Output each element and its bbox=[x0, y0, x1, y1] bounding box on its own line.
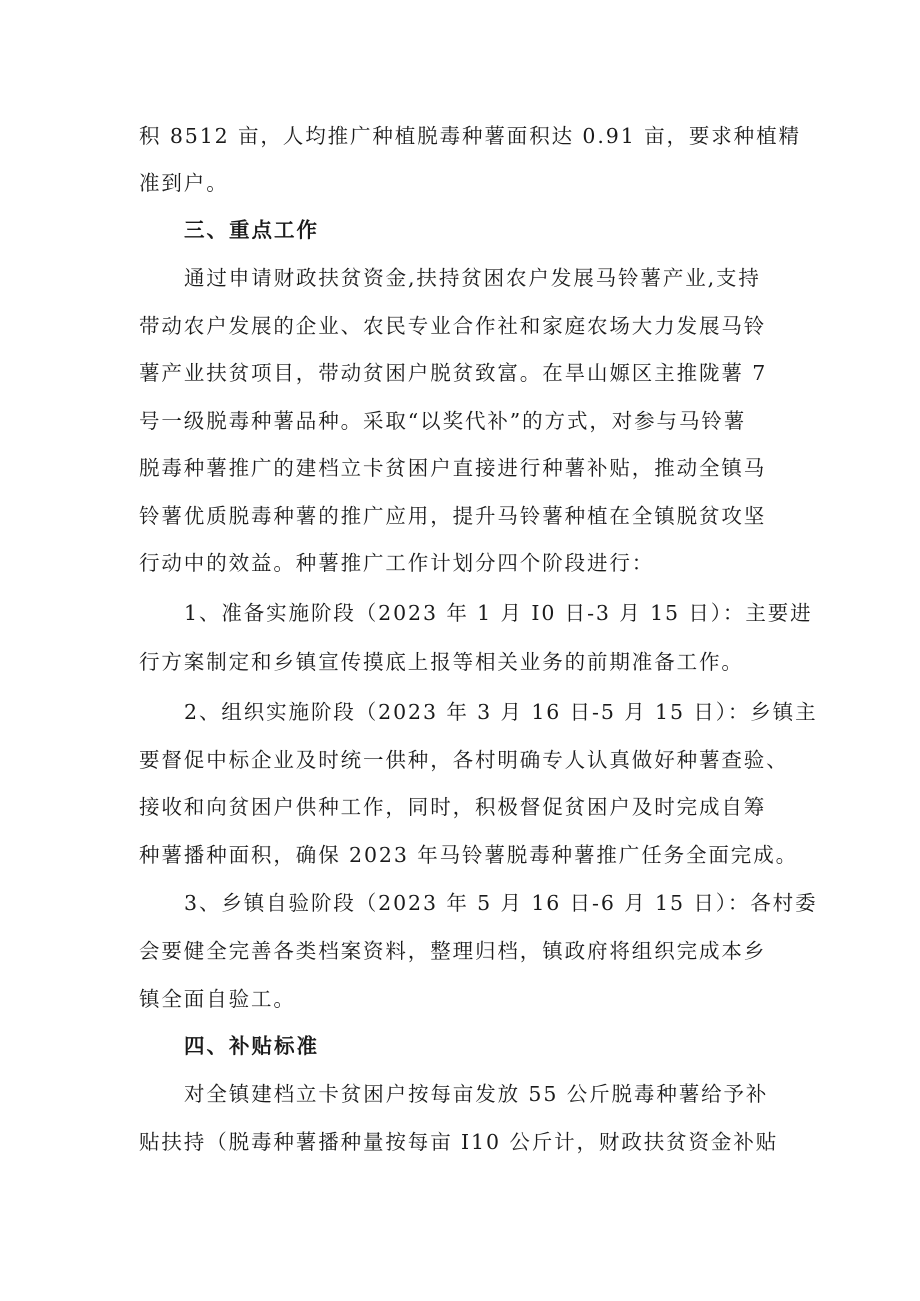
paragraph-line: 带动农户发展的企业、农民专业合作社和家庭农场大力发展马铃 bbox=[139, 314, 767, 338]
paragraph-line: 铃薯优质脱毒种薯的推广应用，提升马铃薯种植在全镇脱贫攻坚 bbox=[139, 504, 767, 528]
paragraph-line: 号一级脱毒种薯品种。采取“以奖代补”的方式，对参与马铃薯 bbox=[139, 409, 747, 433]
paragraph-line: 会要健全完善各类档案资料，整理归档，镇政府将组织完成本乡 bbox=[139, 939, 767, 963]
paragraph-line: 准到户。 bbox=[139, 171, 229, 195]
paragraph-line: 行方案制定和乡镇宣传摸底上报等相关业务的前期准备工作。 bbox=[139, 650, 744, 674]
paragraph-line: 对全镇建档立卡贫困户按每亩发放 55 公斤脱毒种薯给予补 bbox=[184, 1082, 769, 1106]
stage-1-line: 1、准备实施阶段（2023 年 1 月 I0 日-3 月 15 日）：主要进 bbox=[184, 601, 813, 625]
paragraph-line: 薯产业扶贫项目，带动贫困户脱贫致富。在旱山嫄区主推陇薯 7 bbox=[139, 361, 768, 385]
paragraph-line: 贴扶持（脱毒种薯播种量按每亩 I10 公斤计，财政扶贫资金补贴 bbox=[139, 1130, 779, 1154]
paragraph-line: 积 8512 亩，人均推广种植脱毒种薯面积达 0.91 亩，要求种植精 bbox=[139, 124, 801, 148]
stage-3-line: 3、乡镇自验阶段（2023 年 5 月 16 日-6 月 15 日）：各村委 bbox=[184, 891, 818, 915]
paragraph-line: 通过申请财政扶贫资金,扶持贫困农户发展马铃薯产业,支持 bbox=[184, 266, 761, 290]
paragraph-line: 脱毒种薯推广的建档立卡贫困户直接进行种薯补贴，推动全镇马 bbox=[139, 456, 767, 480]
paragraph-line: 接收和向贫困户供种工作，同时，积极督促贫困户及时完成自筹 bbox=[139, 795, 767, 819]
paragraph-line: 种薯播种面积，确保 2023 年马铃薯脱毒种薯推广任务全面完成。 bbox=[139, 843, 799, 867]
stage-2-line: 2、组织实施阶段（2023 年 3 月 16 日-5 月 15 日）：乡镇主 bbox=[184, 700, 818, 724]
paragraph-line: 镇全面自验工。 bbox=[139, 987, 296, 1011]
paragraph-line: 行动中的效益。种薯推广工作计划分四个阶段进行： bbox=[139, 551, 655, 575]
section-heading-subsidy-standard: 四、补贴标准 bbox=[184, 1034, 319, 1058]
section-heading-key-work: 三、重点工作 bbox=[184, 218, 319, 242]
paragraph-line: 要督促中标企业及时统一供种，各村明确专人认真做好种薯查验、 bbox=[139, 748, 789, 772]
